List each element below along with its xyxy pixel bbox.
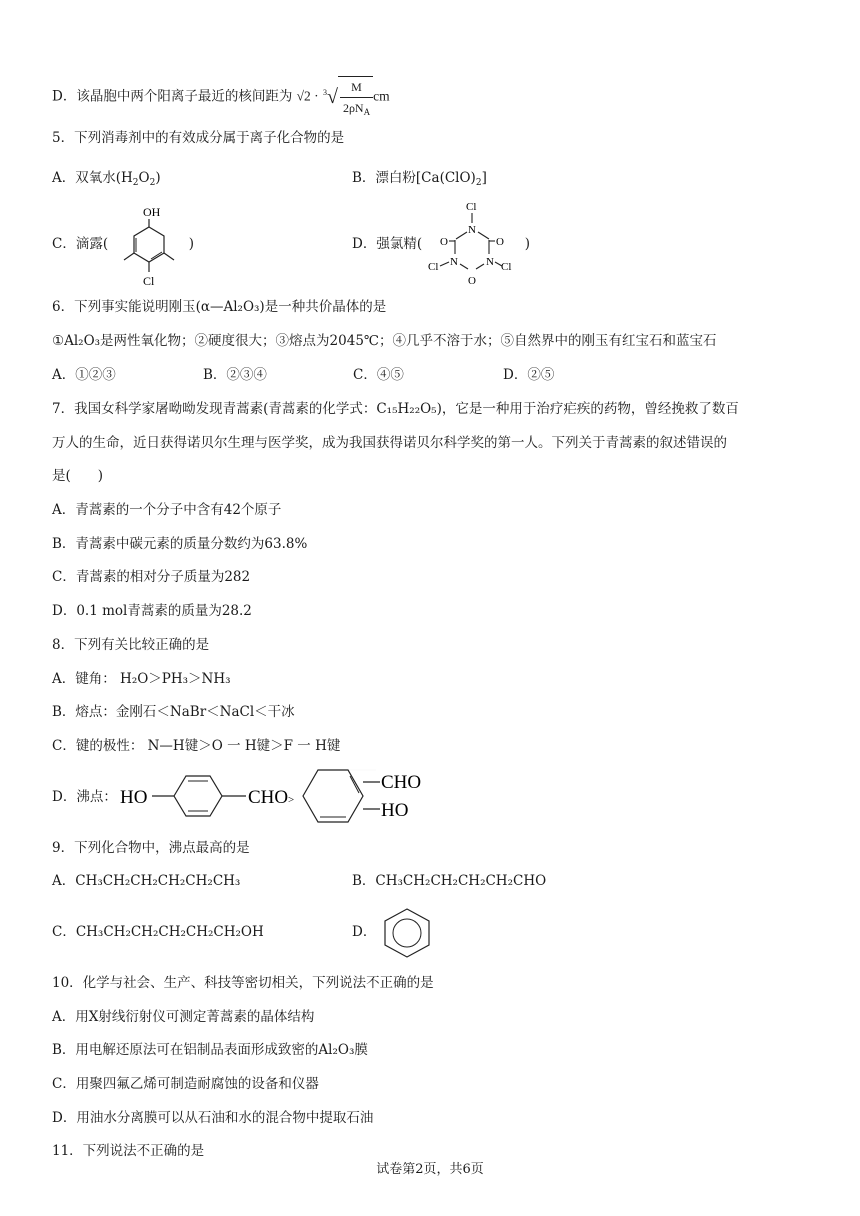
q7-stem-line2: 万人的生命，近日获得诺贝尔生理与医学奖，成为我国获得诺贝尔科学奖的第一人。下列关于青蒿素的叙述错误的 xyxy=(52,435,727,451)
fraction xyxy=(340,77,373,118)
q5-option-b xyxy=(352,168,487,188)
q7-option-c: C．青蒿素的相对分子质量为282 xyxy=(52,569,251,585)
tcca-n-right: N xyxy=(486,256,494,268)
cube-root xyxy=(338,76,373,118)
q7-option-a: A．青蒿素的一个分子中含有42个原子 xyxy=(52,502,282,518)
q6-option-b: B．②③④ xyxy=(203,367,267,383)
q5-optb-sub: 2 xyxy=(475,178,482,188)
frac-den-text: 2ρN xyxy=(342,101,364,115)
q8-option-a: A．键角： H₂O＞PH₃＞NH₃ xyxy=(52,671,231,687)
dettol-oh-label: OH xyxy=(143,205,161,219)
tcca-o-left: O xyxy=(440,236,448,248)
q9-option-b: B．CH₃CH₂CH₂CH₂CH₂CHO xyxy=(352,873,547,889)
greater-than-sign: > xyxy=(288,794,295,806)
q5-opta-text: A．双氧水(H xyxy=(52,170,133,186)
q7-stem-line1: 7．我国女科学家屠呦呦发现青蒿素(青蒿素的化学式：C₁₅H₂₂O₅)，它是一种用于治疗疟疾的药物，曾经挽救了数百 xyxy=(52,401,739,417)
tcca-n-top: N xyxy=(468,224,476,236)
q10-option-d: D．用油水分离膜可以从石油和水的混合物中提取石油 xyxy=(52,1110,374,1126)
q9-option-a: A．CH₃CH₂CH₂CH₂CH₂CH₃ xyxy=(52,873,241,889)
q7-option-d: D．0.1 mol青蒿素的质量为28.2 xyxy=(52,603,252,619)
q8-boiling-point-structures xyxy=(118,762,448,832)
q5-opta-sub: 2 xyxy=(132,178,139,188)
q8-stem: 8．下列有关比较正确的是 xyxy=(52,637,210,653)
dettol-cl-label: Cl xyxy=(143,274,155,288)
tcca-cl-right: Cl xyxy=(501,261,512,273)
frac-den-sub: A xyxy=(363,107,371,117)
q11-stem: 11．下列说法不正确的是 xyxy=(52,1143,205,1159)
q10-option-a: A．用X射线衍射仪可测定菁蒿素的晶体结构 xyxy=(52,1009,315,1025)
q10-stem: 10．化学与社会、生产、科技等密切相关，下列说法不正确的是 xyxy=(52,975,434,991)
q7-stem-line3: 是( ) xyxy=(52,468,104,484)
mol2-cho-label: CHO xyxy=(381,772,422,793)
tcca-cl-left: Cl xyxy=(428,261,439,273)
tcca-o-bottom: O xyxy=(468,275,476,287)
q4-optd-text: D．该晶胞中两个阳离子最近的核间距为 xyxy=(52,88,293,105)
q6-facts: ①Al₂O₃是两性氧化物；②硬度很大；③熔点为2045℃；④几乎不溶于水；⑤自然界中的刚玉有红宝石和蓝宝石 xyxy=(52,333,717,349)
unit-cm: cm xyxy=(373,88,390,104)
tcca-n-left: N xyxy=(450,256,458,268)
mol1-cho-label: CHO xyxy=(248,787,289,808)
q7-option-b: B．青蒿素中碳元素的质量分数约为63.8% xyxy=(52,536,308,552)
q6-stem: 6．下列事实能说明刚玉(α—Al₂O₃)是一种共价晶体的是 xyxy=(52,299,387,315)
q5-stem: 5．下列消毒剂中的有效成分属于离子化合物的是 xyxy=(52,130,345,146)
tcca-o-right: O xyxy=(496,236,504,248)
q5-optc-suffix: ) xyxy=(188,236,194,252)
sqrt2: √2 · xyxy=(296,88,319,104)
mol2-ho-label: HO xyxy=(381,800,409,821)
q9-option-d: D． xyxy=(352,924,377,940)
q9-option-c: C．CH₃CH₂CH₂CH₂CH₂CH₂OH xyxy=(52,924,264,940)
tcca-structure-diagram xyxy=(422,196,522,290)
q6-option-d: D．②⑤ xyxy=(503,367,555,383)
q4-option-d: D．该晶胞中两个阳离子最近的核间距为 √2 · $^3$√ $\frac{M}{2\rho N_A}$ cm xyxy=(52,76,390,118)
q5-optd-prefix: D．强氯精( xyxy=(352,236,423,252)
q5-optb-text: B．漂白粉[Ca(ClO) xyxy=(352,170,476,186)
q8-option-b: B．熔点：金刚石＜NaBr＜NaCl＜干冰 xyxy=(52,704,295,720)
q8-option-d-label: D．沸点： xyxy=(52,789,117,805)
q5-optc-prefix: C．滴露( xyxy=(52,236,109,252)
q8-option-c: C．键的极性： N—H键＞O 一 H键＞F 一 H键 xyxy=(52,738,341,754)
q5-option-a xyxy=(52,168,161,188)
mol1-ho-label: HO xyxy=(120,787,148,808)
tcca-cl-top: Cl xyxy=(466,201,477,213)
q10-option-b: B．用电解还原法可在铝制品表面形成致密的Al₂O₃膜 xyxy=(52,1042,368,1058)
q10-option-c: C．用聚四氟乙烯可制造耐腐蚀的设备和仪器 xyxy=(52,1076,319,1092)
frac-numerator: M xyxy=(340,77,373,98)
q9-stem: 9．下列化合物中，沸点最高的是 xyxy=(52,840,250,856)
q5-opta-end: ) xyxy=(155,170,161,186)
q5-optd-suffix: ) xyxy=(524,236,530,252)
q6-option-a: A．①②③ xyxy=(52,367,116,383)
frac-denominator xyxy=(340,98,373,118)
page-footer: 试卷第2页，共6页 xyxy=(376,1162,484,1177)
benzene-ring-diagram xyxy=(378,906,436,960)
cube-root-index: 3 xyxy=(322,88,327,97)
q6-option-c: C．④⑤ xyxy=(353,367,404,383)
q5-opta-mid: O xyxy=(138,170,150,186)
q5-optb-end: ] xyxy=(481,170,487,186)
q5-opta-sub2: 2 xyxy=(149,178,156,188)
dettol-structure-diagram xyxy=(112,200,192,290)
